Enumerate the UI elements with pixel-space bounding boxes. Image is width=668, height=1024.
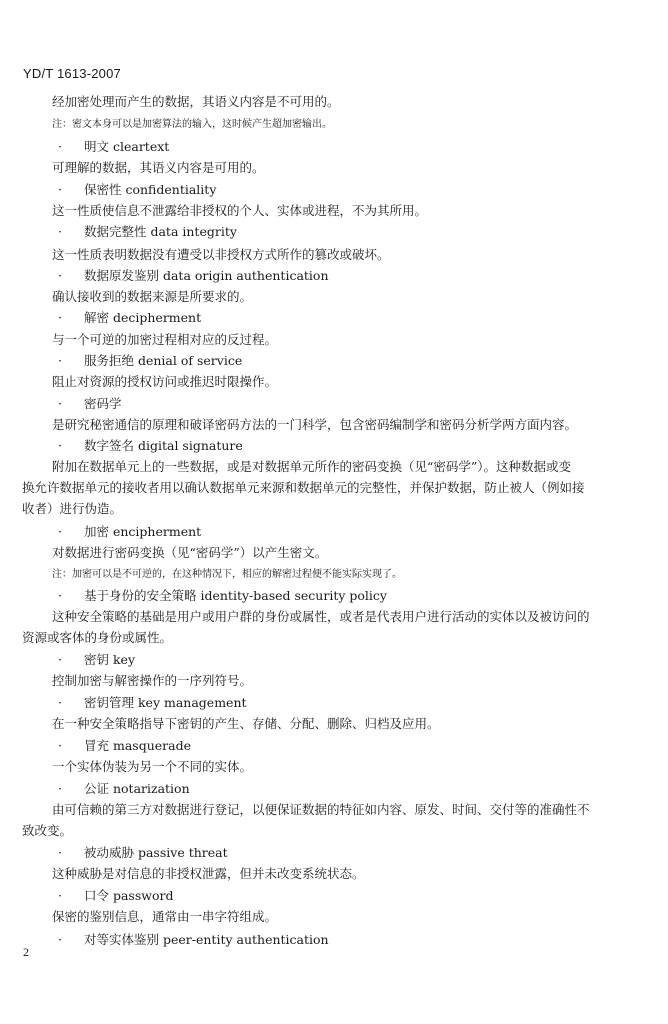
term-label: 数字签名 digital signature [84,438,243,453]
body-line: 一个实体伪装为另一个不同的实体。 [52,759,253,774]
page-number: 2 [23,945,29,959]
body-line: 致改变。 [22,823,73,838]
term-heading [58,738,191,754]
term-label: 口令 password [84,888,174,903]
term-heading [58,310,201,326]
body-line: 确认接收到的数据来源是所要求的。 [52,289,253,304]
note-line: 注：密文本身可以是加密算法的输入，这时候产生超加密输出。 [52,119,332,130]
body-line: 与一个可逆的加密过程相对应的反过程。 [52,332,278,347]
body-line: 可理解的数据，其语义内容是可用的。 [52,160,265,175]
term-heading [58,888,173,904]
body-line: 换允许数据单元的接收者用以确认数据单元来源和数据单元的完整性，并保护数据，防止被人（例如接 [22,480,585,495]
term-label: 明文 cleartext [84,139,170,154]
body-line: 控制加密与解密操作的一序列符号。 [52,673,253,688]
body-line: 经加密处理而产生的数据，其语义内容是不可用的。 [52,94,340,109]
term-heading [58,652,135,668]
body-line: 这一性质使信息不泄露给非授权的个人、实体或进程，不为其所用。 [52,203,428,218]
body-line: 资源或客体的身份或属性。 [22,630,173,645]
term-label: 对等实体鉴别 peer-entity authentication [84,932,329,947]
term-label: 服务拒绝 denial of service [84,353,243,368]
term-heading [58,695,247,711]
body-line: 保密的鉴别信息，通常由一串字符组成。 [52,909,278,924]
term-label: 被动威胁 passive threat [84,845,228,860]
term-label: 密钥管理 key management [84,695,247,710]
bullet-icon: · [58,845,62,860]
term-heading [58,139,169,155]
term-label: 密钥 key [84,652,136,667]
bullet-icon: · [58,310,62,325]
bullet-icon: · [58,224,62,239]
term-label: 解密 decipherment [84,310,202,325]
bullet-icon: · [58,932,62,947]
bullet-icon: · [58,268,62,283]
term-heading [58,353,242,369]
term-heading [58,268,329,284]
bullet-icon: · [58,396,62,411]
bullet-icon: · [58,652,62,667]
term-label: 保密性 confidentiality [84,182,217,197]
term-label: 数据原发鉴别 data origin authentication [84,268,329,283]
body-line: 附加在数据单元上的一些数据，或是对数据单元所作的密码变换（见“密码学”）。这种数据或变 [52,459,572,474]
term-label: 基于身份的安全策略 identity-based security policy [84,588,387,603]
term-label: 冒充 masquerade [84,738,191,753]
body-line: 这种威胁是对信息的非授权泄露，但并未改变系统状态。 [52,866,365,881]
bullet-icon: · [58,524,62,539]
body-line: 是研究秘密通信的原理和破译密码方法的一门科学，包含密码编制学和密码分析学两方面内容。 [52,417,578,432]
term-heading [58,438,243,454]
bullet-icon: · [58,738,62,753]
bullet-icon: · [58,781,62,796]
term-heading [58,932,329,948]
bullet-icon: · [58,888,62,903]
term-heading [58,588,387,604]
term-label: 加密 encipherment [84,524,202,539]
body-line: 收者）进行伪造。 [22,501,123,516]
term-heading [58,845,228,861]
term-heading [58,524,201,540]
term-heading [58,182,216,198]
body-line: 对数据进行密码变换（见“密码学”）以产生密文。 [52,545,328,560]
term-heading [58,224,237,240]
term-label: 公证 notarization [84,781,190,796]
bullet-icon: · [58,695,62,710]
term-label: 数据完整性 data integrity [84,224,237,239]
bullet-icon: · [58,588,62,603]
body-line: 这一性质表明数据没有遭受以非授权方式所作的篡改或破坏。 [52,247,390,262]
term-label: 密码学 [84,396,122,411]
term-heading [58,781,190,797]
term-heading [58,396,122,412]
body-line: 在一种安全策略指导下密钥的产生、存储、分配、删除、归档及应用。 [52,716,440,731]
note-line: 注：加密可以是不可逆的，在这种情况下，相应的解密过程便不能实际实现了。 [52,569,402,580]
bullet-icon: · [58,182,62,197]
body-line: 这种安全策略的基础是用户或用户群的身份或属性，或者是代表用户进行活动的实体以及被访问的 [52,609,590,624]
body-line: 阻止对资源的授权访问或推迟时限操作。 [52,374,278,389]
bullet-icon: · [58,353,62,368]
standard-code: YD/T 1613-2007 [23,66,121,81]
bullet-icon: · [58,438,62,453]
body-line: 由可信赖的第三方对数据进行登记，以便保证数据的特征如内容、原发、时间、交付等的准确性不 [52,802,590,817]
bullet-icon: · [58,139,62,154]
